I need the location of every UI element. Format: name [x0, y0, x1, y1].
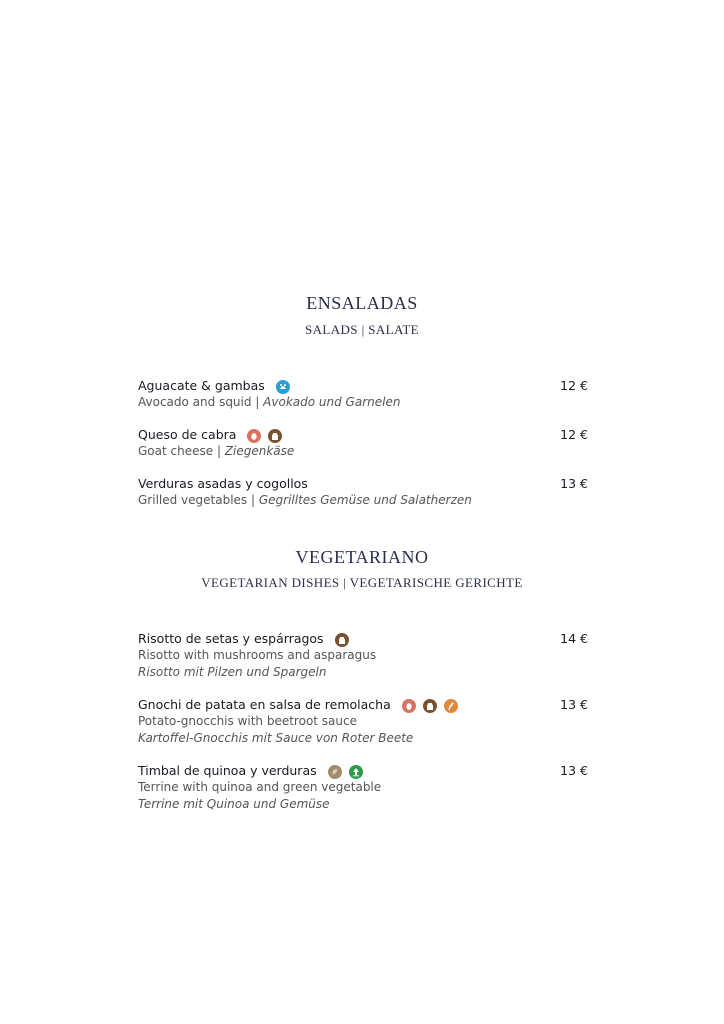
dish-name: Verduras asadas y cogollos	[138, 476, 308, 491]
dish-english: Potato-gnocchis with beetroot sauce	[138, 714, 357, 728]
dish-name: Gnochi de patata en salsa de remolacha	[138, 697, 391, 712]
dish-german: Terrine mit Quinoa und Gemüse	[138, 797, 330, 811]
milk-icon	[335, 633, 349, 647]
separator: |	[251, 395, 264, 409]
allergen-icons	[332, 631, 349, 648]
dish-name: Queso de cabra	[138, 427, 237, 442]
allergen-icons	[244, 427, 282, 444]
dish-price: 13 €	[560, 763, 588, 778]
milk-icon	[423, 699, 437, 713]
dish-price: 12 €	[560, 378, 588, 393]
dish-name: Timbal de quinoa y verduras	[138, 763, 317, 778]
separator: |	[247, 493, 259, 507]
menu-item	[138, 475, 588, 509]
dish-english: Risotto with mushrooms and asparagus	[138, 648, 377, 662]
allergen-icons	[325, 763, 363, 780]
menu-item	[138, 377, 588, 411]
section-subtitle-vegetariano: VEGETARIAN DISHES | VEGETARISCHE GERICHTE	[201, 575, 523, 590]
egg-icon	[402, 699, 416, 713]
menu-item	[138, 630, 588, 681]
dish-price: 13 €	[560, 697, 588, 712]
menu-item	[138, 696, 588, 747]
crustacean-icon	[276, 380, 290, 394]
dish-name: Risotto de setas y espárragos	[138, 631, 324, 646]
section-title-vegetariano: VEGETARIANO	[295, 547, 429, 567]
dish-price: 12 €	[560, 427, 588, 442]
dish-english: Terrine with quinoa and green vegetable	[138, 780, 382, 794]
egg-icon	[247, 429, 261, 443]
dish-name: Aguacate & gambas	[138, 378, 265, 393]
allergen-icons	[399, 697, 458, 714]
vegan-icon	[349, 765, 363, 779]
milk-icon	[268, 429, 282, 443]
section-title-ensaladas: ENSALADAS	[306, 293, 418, 313]
menu-item	[138, 762, 588, 813]
dish-german: Avokado und Garnelen	[263, 395, 401, 409]
dish-german: Ziegenkäse	[224, 444, 295, 458]
dish-price: 13 €	[560, 476, 588, 491]
dish-price: 14 €	[560, 631, 588, 646]
nuts-icon	[328, 765, 342, 779]
dish-english: Goat cheese	[138, 444, 214, 458]
dish-english: Avocado and squid	[138, 395, 252, 409]
menu-item	[138, 426, 588, 460]
section-subtitle-ensaladas: SALADS | SALATE	[304, 322, 420, 337]
dish-english: Grilled vegetables	[138, 493, 248, 507]
dish-german: Risotto mit Pilzen und Spargeln	[138, 665, 327, 679]
dish-german: Kartoffel-Gnocchis mit Sauce von Roter Beete	[138, 731, 414, 745]
dish-german: Gegrilltes Gemüse und Salatherzen	[258, 493, 472, 507]
gluten-icon	[444, 699, 458, 713]
allergen-icons	[273, 378, 290, 395]
separator: |	[213, 444, 225, 458]
